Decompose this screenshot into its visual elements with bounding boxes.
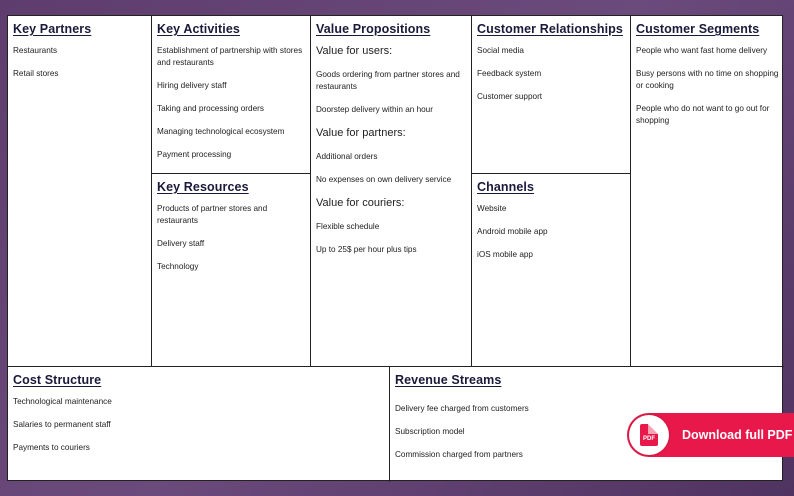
- list-item: No expenses on own delivery service: [316, 175, 452, 184]
- pdf-icon-label: PDF: [643, 436, 655, 442]
- key-activities-title: Key Activities: [157, 22, 240, 36]
- list-item: Busy persons with no time on shopping or cooking: [636, 69, 779, 90]
- cost-structure-title: Cost Structure: [13, 373, 102, 387]
- list-item: iOS mobile app: [477, 250, 533, 259]
- revenue-streams-title: Revenue Streams: [395, 373, 502, 387]
- list-item: Additional orders: [316, 152, 378, 161]
- key-resources-section: [152, 174, 311, 367]
- value-for-partners-heading: Value for partners:: [316, 127, 406, 139]
- list-item: Technological maintenance: [13, 397, 112, 406]
- customer-segments-section: [631, 16, 784, 367]
- list-item: Subscription model: [395, 427, 465, 436]
- business-model-canvas: [7, 15, 783, 481]
- list-item: Technology: [157, 262, 199, 271]
- channels-section: [472, 174, 631, 367]
- list-item: Salaries to permanent staff: [13, 420, 111, 429]
- list-item: Products of partner stores and restaurants: [157, 204, 268, 225]
- list-item: Taking and processing orders: [157, 104, 264, 113]
- list-item: Retail stores: [13, 69, 59, 78]
- key-partners-section: [8, 16, 152, 367]
- list-item: Delivery staff: [157, 239, 205, 248]
- value-propositions-title: Value Propositions: [316, 22, 431, 36]
- list-item: People who do not want to go out for shopping: [636, 104, 770, 125]
- pdf-badge: [629, 415, 669, 455]
- key-partners-title: Key Partners: [13, 22, 92, 36]
- download-pdf-label: Download full PDF: [682, 428, 793, 442]
- list-item: Payment processing: [157, 150, 232, 159]
- customer-relationships-section: [472, 16, 631, 174]
- list-item: Restaurants: [13, 46, 58, 55]
- list-item: Flexible schedule: [316, 222, 380, 231]
- pdf-icon: [640, 424, 658, 446]
- list-item: Up to 25$ per hour plus tips: [316, 245, 417, 254]
- list-item: Establishment of partnership with stores and restaurants: [157, 46, 303, 67]
- customer-relationships-title: Customer Relationships: [477, 22, 623, 36]
- list-item: Doorstep delivery within an hour: [316, 105, 433, 114]
- value-propositions-section: [311, 16, 472, 367]
- download-pdf-button[interactable]: [627, 413, 794, 457]
- list-item: Delivery fee charged from customers: [395, 404, 529, 413]
- channels-title: Channels: [477, 180, 535, 194]
- list-item: Payments to couriers: [13, 443, 90, 452]
- list-item: People who want fast home delivery: [636, 46, 768, 55]
- list-item: Goods ordering from partner stores and restaurants: [316, 70, 460, 91]
- key-activities-section: [152, 16, 311, 174]
- value-for-users-heading: Value for users:: [316, 45, 393, 57]
- key-resources-title: Key Resources: [157, 180, 249, 194]
- list-item: Social media: [477, 46, 524, 55]
- list-item: Feedback system: [477, 69, 542, 78]
- list-item: Commission charged from partners: [395, 450, 523, 459]
- list-item: Hiring delivery staff: [157, 81, 227, 90]
- list-item: Customer support: [477, 92, 543, 101]
- value-for-couriers-heading: Value for couriers:: [316, 197, 405, 209]
- cost-structure-section: [8, 367, 390, 482]
- list-item: Managing technological ecosystem: [157, 127, 285, 136]
- list-item: Website: [477, 204, 507, 213]
- list-item: Android mobile app: [477, 227, 548, 236]
- customer-segments-title: Customer Segments: [636, 22, 760, 36]
